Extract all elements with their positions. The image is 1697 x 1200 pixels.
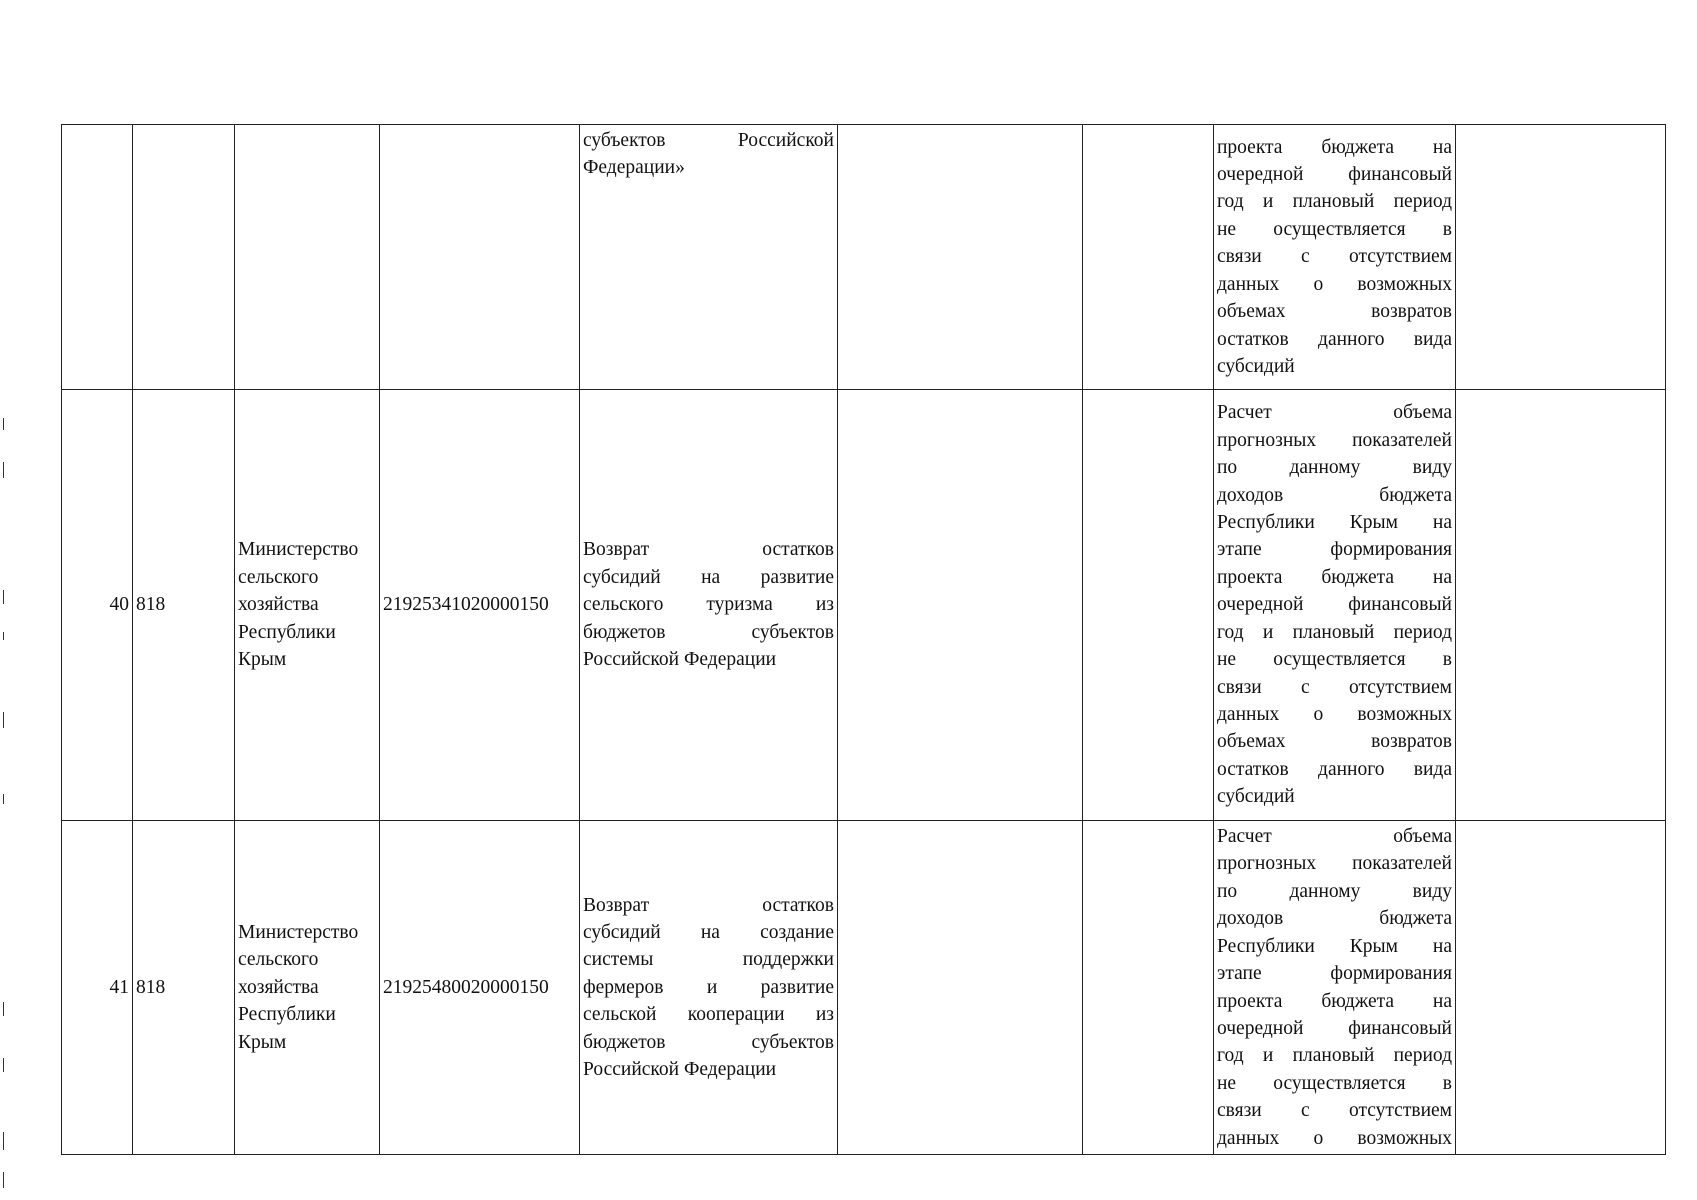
organization-cell bbox=[235, 821, 380, 1155]
note-line: объемах возвратов bbox=[1217, 301, 1452, 323]
note-line: связи с отсутствием bbox=[1217, 1100, 1452, 1122]
revenue-name-cell bbox=[580, 125, 838, 390]
organization-cell bbox=[235, 125, 380, 390]
note-line: связи с отсутствием bbox=[1217, 676, 1452, 698]
scan-artifact bbox=[3, 794, 4, 804]
revenue-name-line: сельского туризма из bbox=[583, 594, 834, 616]
budget-code-cell: 21925480020000150 bbox=[380, 821, 580, 1155]
scan-artifact bbox=[3, 712, 4, 728]
note-line: этапе формирования bbox=[1217, 539, 1452, 561]
table-body bbox=[62, 125, 1666, 1155]
scan-artifact bbox=[3, 1002, 4, 1016]
revenue-name-line: Возврат остатков bbox=[583, 894, 834, 916]
empty-cell bbox=[1456, 821, 1666, 1155]
note-line: проекта бюджета на bbox=[1217, 566, 1452, 588]
empty-cell bbox=[1083, 821, 1214, 1155]
revenue-name-line: субсидий на создание bbox=[583, 921, 834, 943]
empty-cell bbox=[838, 821, 1083, 1155]
empty-cell bbox=[838, 390, 1083, 821]
revenue-name-line: Федерации» bbox=[583, 157, 685, 179]
revenue-forecast-table bbox=[61, 124, 1666, 1155]
organization-cell bbox=[235, 390, 380, 821]
revenue-name-line: системы поддержки bbox=[583, 949, 834, 971]
empty-cell bbox=[1083, 390, 1214, 821]
revenue-name-line: фермеров и развитие bbox=[583, 976, 834, 998]
note-cell bbox=[1214, 821, 1456, 1155]
scan-artifact bbox=[3, 1172, 4, 1188]
empty-cell bbox=[1456, 390, 1666, 821]
note-cell bbox=[1214, 390, 1456, 821]
note-line: Республики Крым на bbox=[1217, 512, 1452, 534]
table-row bbox=[62, 821, 1666, 1155]
note-line: очередной финансовый bbox=[1217, 1017, 1452, 1039]
note-line: доходов бюджета bbox=[1217, 908, 1452, 930]
note-line: год и плановый период bbox=[1217, 621, 1452, 643]
note-line: Расчет объема bbox=[1217, 402, 1452, 424]
budget-code-cell: 21925341020000150 bbox=[380, 390, 580, 821]
note-line: остатков данного вида bbox=[1217, 758, 1452, 780]
admin-code-cell: 818 bbox=[133, 821, 235, 1155]
note-line: связи с отсутствием bbox=[1217, 246, 1452, 268]
note-line: данных о возможных bbox=[1217, 703, 1452, 725]
organization-line: хозяйства bbox=[238, 976, 319, 998]
note-line: данных о возможных bbox=[1217, 1127, 1452, 1149]
revenue-name-line: бюджетов субъектов bbox=[583, 1031, 834, 1053]
note-line: очередной финансовый bbox=[1217, 594, 1452, 616]
revenue-name-line: Возврат остатков bbox=[583, 539, 834, 561]
scan-artifact bbox=[3, 462, 4, 478]
organization-line: Крым bbox=[238, 1031, 287, 1053]
note-line: проекта бюджета на bbox=[1217, 990, 1452, 1012]
scan-artifact bbox=[3, 590, 4, 604]
budget-code-cell bbox=[380, 125, 580, 390]
note-line: не осуществляется в bbox=[1217, 218, 1452, 240]
revenue-name-cell bbox=[580, 821, 838, 1155]
revenue-name-cell bbox=[580, 390, 838, 821]
organization-line: Республики bbox=[238, 1004, 336, 1026]
organization-line: Крым bbox=[238, 649, 287, 671]
revenue-name-line: сельской кооперации из bbox=[583, 1004, 834, 1026]
revenue-name-line: Российской Федерации bbox=[583, 649, 777, 671]
scan-artifact bbox=[3, 632, 4, 640]
revenue-name-line: субъектов Российской bbox=[583, 130, 834, 151]
revenue-name-line: Российской Федерации bbox=[583, 1059, 777, 1081]
row-number-cell bbox=[62, 125, 133, 390]
revenue-name-line: субсидий на развитие bbox=[583, 566, 834, 588]
note-line: Расчет объема bbox=[1217, 826, 1452, 848]
note-line: данных о возможных bbox=[1217, 273, 1452, 295]
note-line: по данному виду bbox=[1217, 880, 1452, 902]
row-number-cell: 41 bbox=[62, 821, 133, 1155]
empty-cell bbox=[1083, 125, 1214, 390]
table-row bbox=[62, 125, 1666, 390]
organization-line: сельского bbox=[238, 566, 319, 588]
note-line: очередной финансовый bbox=[1217, 164, 1452, 186]
empty-cell bbox=[1456, 125, 1666, 390]
note-line: субсидий bbox=[1217, 786, 1295, 808]
empty-cell bbox=[838, 125, 1083, 390]
organization-line: сельского bbox=[238, 949, 319, 971]
scan-artifact bbox=[3, 1132, 4, 1150]
note-line: объемах возвратов bbox=[1217, 731, 1452, 753]
scan-artifact bbox=[3, 1058, 4, 1072]
note-line: субсидий bbox=[1217, 355, 1295, 377]
note-line: не осуществляется в bbox=[1217, 1072, 1452, 1094]
admin-code-cell: 818 bbox=[133, 390, 235, 821]
organization-line: Министерство bbox=[238, 921, 359, 943]
note-line: год и плановый период bbox=[1217, 191, 1452, 213]
note-line: доходов бюджета bbox=[1217, 484, 1452, 506]
organization-line: Министерство bbox=[238, 539, 359, 561]
scan-artifact bbox=[3, 418, 4, 430]
note-line: по данному виду bbox=[1217, 457, 1452, 479]
note-line: Республики Крым на bbox=[1217, 935, 1452, 957]
revenue-name-line: бюджетов субъектов bbox=[583, 621, 834, 643]
table-row bbox=[62, 390, 1666, 821]
note-line: прогнозных показателей bbox=[1217, 429, 1452, 451]
admin-code-cell bbox=[133, 125, 235, 390]
note-line: проекта бюджета на bbox=[1217, 136, 1452, 158]
note-line: не осуществляется в bbox=[1217, 649, 1452, 671]
organization-line: Республики bbox=[238, 621, 336, 643]
note-cell bbox=[1214, 125, 1456, 390]
row-number-cell: 40 bbox=[62, 390, 133, 821]
note-line: прогнозных показателей bbox=[1217, 853, 1452, 875]
note-line: этапе формирования bbox=[1217, 963, 1452, 985]
note-line: остатков данного вида bbox=[1217, 328, 1452, 350]
note-line: год и плановый период bbox=[1217, 1045, 1452, 1067]
organization-line: хозяйства bbox=[238, 594, 319, 616]
